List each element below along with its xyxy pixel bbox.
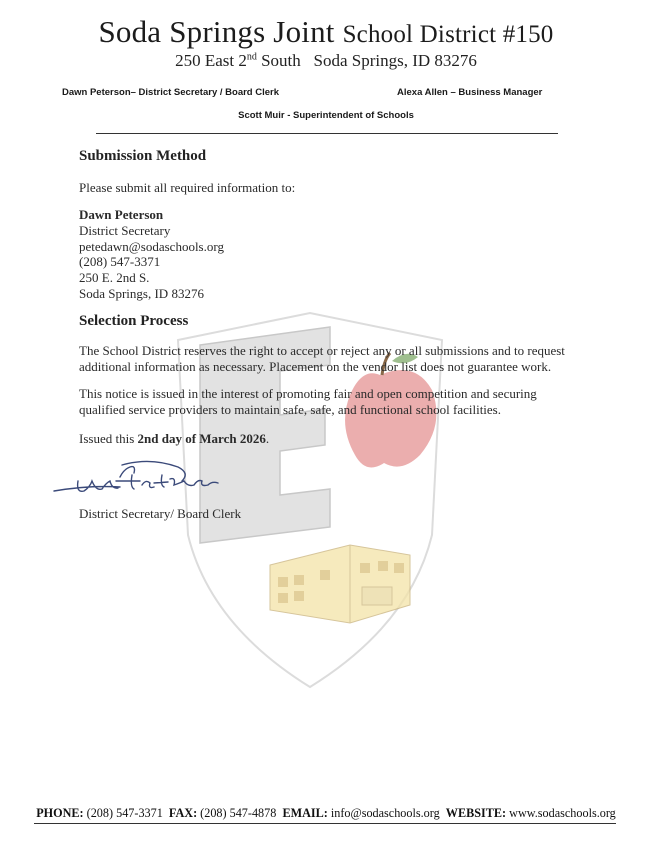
- issued-date: 2nd day of March 2026: [137, 431, 266, 446]
- footer-fax: (208) 547-4878: [200, 806, 277, 820]
- submission-intro: Please submit all required information to:: [79, 180, 296, 195]
- staff-business-manager: Alexa Allen – Business Manager: [397, 87, 543, 98]
- issued-date-line: Issued this 2nd day of March 2026.: [79, 431, 270, 446]
- header-divider: [96, 133, 558, 134]
- footer-divider: [34, 823, 616, 824]
- submission-heading: Submission Method: [79, 148, 207, 164]
- footer-email: info@sodaschools.org: [330, 806, 440, 820]
- contact-city: Soda Springs, ID 83276: [79, 285, 204, 301]
- district-address: 250 East 2nd South Soda Springs, ID 83276: [175, 51, 477, 70]
- selection-heading: Selection Process: [79, 313, 189, 329]
- staff-secretary: Dawn Peterson– District Secretary / Board Clerk: [62, 87, 280, 98]
- contact-phone: (208) 547-3371: [79, 254, 161, 270]
- contact-block: [79, 207, 224, 302]
- school-building-icon: [270, 545, 410, 623]
- footer-contact-line: PHONE: (208) 547-3371 FAX: (208) 547-4878 EMAIL: info@sodaschools.org WEBSITE: www.sodaschools.org: [36, 806, 616, 820]
- contact-street: 250 E. 2nd S.: [79, 270, 150, 286]
- selection-paragraph-1: The School District reserves the right to accept or reject any or all submissions and to request additional information as necessary. Placement on the vendor list does not guarantee work.: [79, 343, 565, 374]
- selection-paragraph-2: This notice is issued in the interest of promoting fair and open competition and securing qualified service providers to maintain safe, safe, and functional school facilities.: [79, 386, 537, 417]
- handwritten-signature: [50, 455, 235, 500]
- staff-superintendent: Scott Muir - Superintendent of Schools: [238, 110, 414, 121]
- footer-website: www.sodaschools.org: [509, 806, 616, 820]
- district-title: Soda Springs Joint School District #150: [98, 14, 554, 49]
- contact-role: District Secretary: [79, 222, 171, 238]
- footer-phone: (208) 547-3371: [86, 806, 163, 820]
- contact-name: Dawn Peterson: [79, 207, 164, 222]
- contact-email: petedawn@sodaschools.org: [79, 238, 224, 254]
- signer-title: District Secretary/ Board Clerk: [79, 506, 242, 521]
